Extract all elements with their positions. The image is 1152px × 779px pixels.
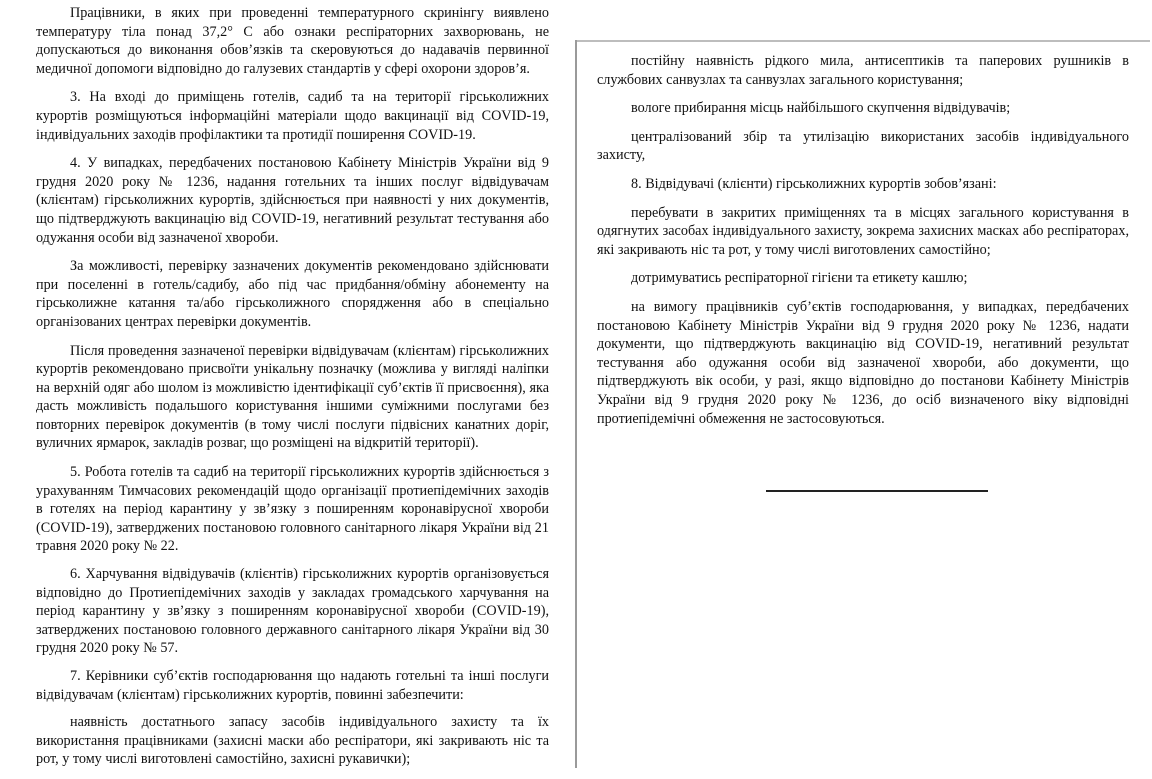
paragraph-8-visitors: 8. Відвідувачі (клієнти) гірськолижних курортів зобов’язані: [631,175,997,192]
paragraph-6-catering: 6. Харчування відвідувачів (клієнтів) гірськолижних курортів організовується відповідно до Протиепідемічних заходів у закладах громадського харчування на період карантину у зв’язку з поширенням коронавірусної хвороби (COVID-19), затверджених постановою головного державного санітарного лікаря України від 30 грудня 2020 року № 57. [36,566,549,657]
paragraph-ppe-disposal: централізований збір та утилізацію використаних засобів індивідуального захисту, [597,128,1129,164]
page-divider [575,40,577,768]
paragraph-soap-supply: постійну наявність рідкого мила, антисептиків та паперових рушників в службових санвузлах та санвузлах загального користування; [597,53,1129,88]
paragraph-wear-masks: перебувати в закритих приміщеннях та в місцях загального користування в одягнутих засобах індивідуального захисту, зокрема захисних масках або респіраторах, які закривають ніс та рот, у тому числі виготовлених самостійно; [597,204,1129,258]
paragraph-unique-mark: Після проведення зазначеної перевірки відвідувачам (клієнтам) гірськолижних курортів рекомендовано присвоїти унікальну позначку (можлива у вигляді наліпки на верхній одяг або шолом із можливістю ідентифікації суб’єктів її присвоєння), яка дасть можливість подальшого користування іншими суміжними послугами без повторних перевірок документів (в тому числі послуги підвісних канатних доріг, вуличних ярмарок, закладів розваг, що розміщені на відкритій території). [36,342,549,452]
paragraph-provide-documents: на вимогу працівників суб’єктів господарювання, у випадках, передбачених постановою Кабінету Міністрів України від 9 грудня 2020 року № 1236, надати документи, що підтверджують вакцинацію від COVID-19, негативний результат тестування або одужання особи від зазначеної хвороби, або документи, що підтверджують вік особи, у разі, якщо відповідно до постанови Кабінету Міністрів України від 9 грудня 2020 року № 1236, до осіб визначеного віку відповідні протиепідемічні обмеження не застосовуються. [597,298,1129,427]
right-page-column [597,52,1129,438]
paragraph-document-check: За можливості, перевірку зазначених документів рекомендовано здійснювати при поселенні в готель/садибу, або під час придбання/обміну абонементу на гірськолижне катання та/або гірськолижного спорядження або в спеціально організованих центрах перевірки документів. [36,258,549,330]
end-of-text-line [766,490,988,492]
paragraph-7-managers: 7. Керівники суб’єктів господарювання що надають готельні та інші послуги відвідувачам (клієнтам) гірськолижних курортів, повинні забезпечити: [36,668,549,703]
paragraph-wet-cleaning: вологе прибирання місць найбільшого скупчення відвідувачів; [631,100,1011,117]
paragraph-ppe-supply: наявність достатнього запасу засобів індивідуального захисту та їх використання працівниками (захисні маски або респіратори, які закривають ніс та рот, у тому числі виготовлені самостійно, захисні рукавички); [36,714,549,768]
paragraph-5-hotels: 5. Робота готелів та садиб на території гірськолижних курортів здійснюється з урахуванням Тимчасових рекомендацій щодо організації протиепідемічних заходів в готелях на період карантину у зв’язку з поширенням коронавірусної хвороби (COVID-19), затверджених постановою головного санітарного лікаря України від 21 травня 2020 року № 22. [36,464,549,555]
paragraph-respiratory-hygiene: дотримуватись респіраторної гігієни та етикету кашлю; [631,270,968,287]
paragraph-4-documents: 4. У випадках, передбачених постановою Кабінету Міністрів України від 9 грудня 2020 року № 1236, надання готельних та інших послуг відвідувачам (клієнтам) гірськолижних курортів, здійснюється при наявності у них документів, що підтверджують вакцинацію від COVID-19, негативний результат тестування або одужання особи від зазначеної хвороби. [36,155,549,246]
paragraph-temperature-screening: Працівники, в яких при проведенні температурного скринінгу виявлено температуру тіла понад 37,2° С або ознаки респіраторних захворювань, не допускаються до виконання обов’язків та скеровуються до надавачів первинної медичної допомоги відповідно до галузевих стандартів у сфері охорони здоров’я. [36,5,549,77]
paragraph-3-info-materials: 3. На вході до приміщень готелів, садиб та на території гірськолижних курортів розміщуються інформаційні матеріали щодо вакцинації від COVID-19, індивідуальних заходів профілактики та протидії поширення COVID-19. [36,89,549,143]
page-edge [575,40,1150,42]
left-page-column [36,4,549,779]
